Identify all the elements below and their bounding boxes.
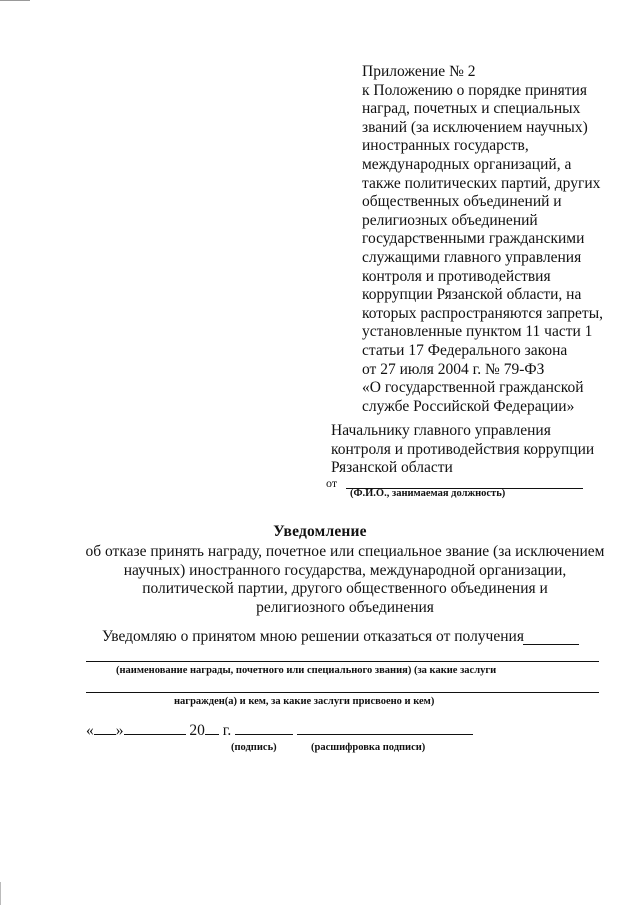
addressee-line: Рязанской области — [331, 459, 453, 477]
year-suffix: г. — [222, 722, 232, 739]
appendix-line: от 27 июля 2004 г. № 79-ФЗ — [362, 360, 545, 378]
appendix-line: статьи 17 Федерального закона — [362, 341, 568, 359]
appendix-line: званий (за исключением научных) — [362, 118, 588, 136]
quote-close: » — [115, 722, 124, 739]
subtitle-line: политической партии, другого общественного объединения и — [142, 580, 548, 597]
award-blank-line[interactable] — [86, 661, 599, 662]
year-prefix: 20 — [189, 722, 205, 739]
subtitle-line: научных) иностранного государства, международной организации, — [123, 561, 567, 579]
appendix-line: государственными гражданскими — [362, 230, 585, 248]
from-caption: (Ф.И.О., занимаемая должность) — [350, 488, 506, 499]
notice-title: Уведомление — [273, 523, 367, 540]
notice-statement: Уведомляю о принятом мною решении отказаться от получения — [102, 628, 524, 645]
appendix-line: Приложение № 2 — [362, 63, 476, 80]
quote-open: « — [86, 722, 94, 739]
addressee-line: Начальнику главного управления — [331, 422, 551, 439]
subtitle-line: об отказе принять награду, почетное или специальное звание (за исключением — [85, 543, 605, 560]
appendix-line: наград, почетных и специальных — [362, 100, 581, 118]
appendix-line: служащими главного управления — [362, 248, 582, 266]
appendix-line: международных организаций, а — [362, 155, 572, 173]
appendix-line: к Положению о порядке принятия — [362, 81, 587, 99]
year-blank-line[interactable] — [205, 722, 219, 735]
appendix-line: службе Российской Федерации» — [362, 397, 575, 415]
month-blank-line[interactable] — [124, 722, 186, 735]
appendix-header — [362, 63, 612, 416]
signature-blank-line[interactable] — [235, 722, 293, 735]
appendix-line: «О государственной гражданской — [362, 379, 584, 397]
appendix-line: коррупции Рязанской области, на — [362, 286, 582, 304]
scan-edge-mark — [0, 882, 1, 905]
appendix-line: иностранных государств, — [362, 137, 529, 155]
from-label: от — [326, 476, 338, 490]
signature-caption: (подпись) — [231, 742, 277, 753]
awarded-by-caption: награжден(а) и кем, за какие заслуги присвоено и кем) — [174, 696, 435, 707]
awarded-by-blank-line[interactable] — [86, 692, 599, 693]
decoding-caption: (расшифровка подписи) — [311, 742, 426, 753]
addressee-block — [331, 422, 631, 478]
appendix-line: установленные пунктом 11 части 1 — [362, 323, 593, 341]
appendix-line: общественных объединений и — [362, 193, 562, 211]
day-blank-line[interactable] — [94, 722, 116, 735]
appendix-line: которых распространяются запреты, — [362, 304, 603, 322]
scan-edge-mark — [0, 0, 30, 1]
appendix-line: религиозных объединений — [362, 211, 538, 229]
appendix-line: контроля и противодействия — [362, 267, 551, 285]
notice-subtitle — [60, 543, 630, 617]
subtitle-line: религиозного объединения — [256, 598, 434, 616]
decoding-blank-line[interactable] — [297, 722, 473, 735]
addressee-line: контроля и противодействия коррупции — [331, 440, 595, 458]
appendix-line: также политических партий, других — [362, 174, 601, 192]
award-caption: (наименование награды, почетного или специального звания) (за какие заслуги — [116, 665, 497, 676]
statement-blank-line[interactable] — [523, 644, 579, 645]
date-signature-row — [86, 722, 473, 740]
